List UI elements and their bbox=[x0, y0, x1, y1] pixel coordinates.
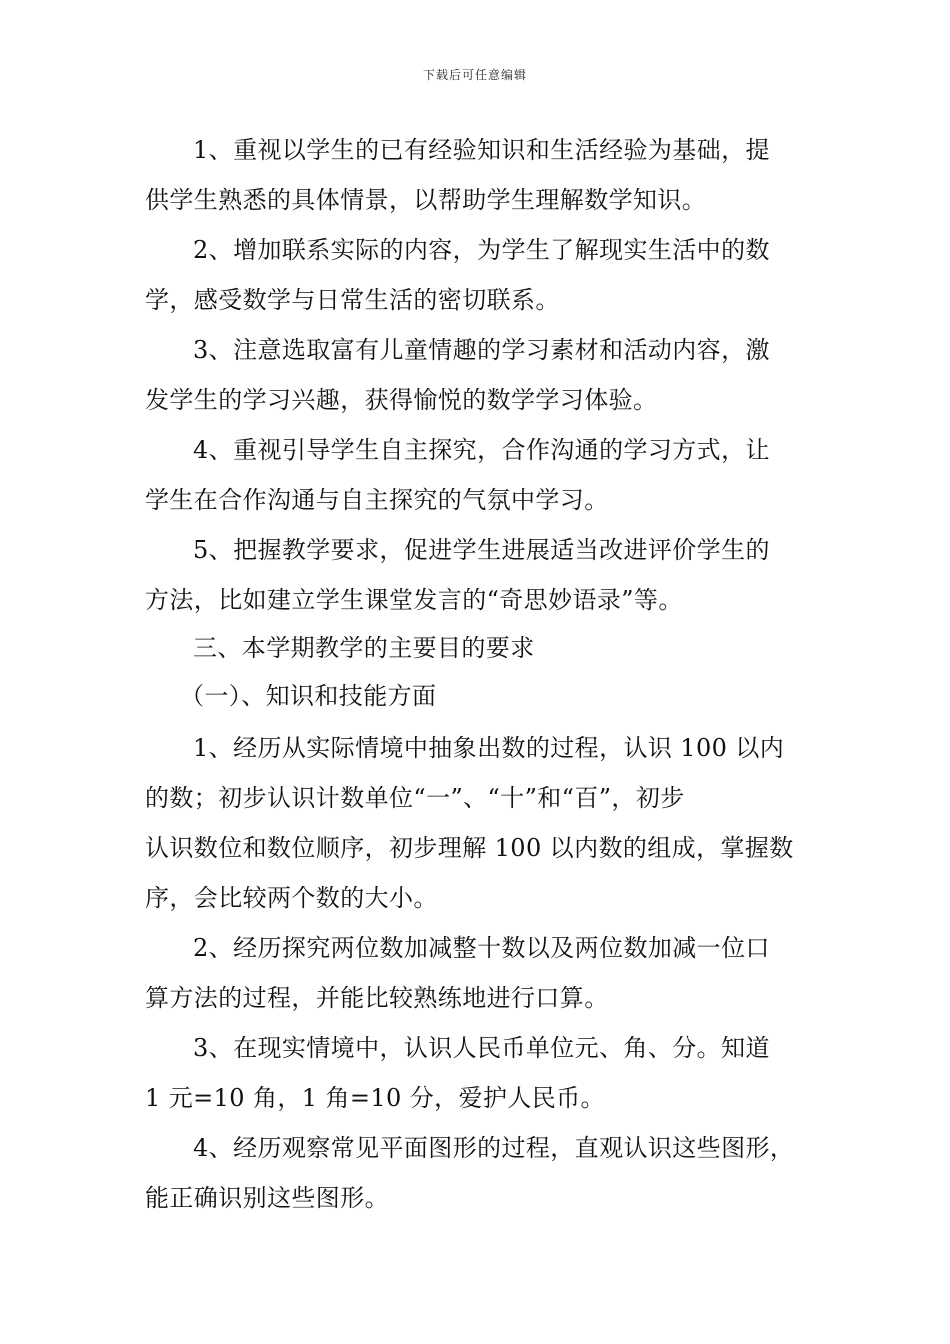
paragraph-line: 3、注意选取富有儿童情趣的学习素材和活动内容，激 bbox=[193, 336, 770, 364]
paragraph-line: 能正确识别这些图形。 bbox=[145, 1184, 389, 1212]
paragraph-line: 2、经历探究两位数加减整十数以及两位数加减一位口 bbox=[193, 934, 770, 962]
paragraph-line: 方法，比如建立学生课堂发言的“奇思妙语录”等。 bbox=[145, 586, 683, 614]
subsection-heading: （一）、知识和技能方面 bbox=[180, 682, 437, 710]
paragraph-line: 4、重视引导学生自主探究，合作沟通的学习方式，让 bbox=[193, 436, 770, 464]
section-heading: 三、本学期教学的主要目的要求 bbox=[193, 634, 535, 662]
paragraph-line: 序，会比较两个数的大小。 bbox=[145, 884, 438, 912]
paragraph-line: 学生在合作沟通与自主探究的气氛中学习。 bbox=[145, 486, 609, 514]
paragraph-line: 2、增加联系实际的内容，为学生了解现实生活中的数 bbox=[193, 236, 770, 264]
paragraph-line: 1 元=10 角，1 角=10 分，爱护人民币。 bbox=[145, 1084, 605, 1112]
paragraph-line: 算方法的过程，并能比较熟练地进行口算。 bbox=[145, 984, 609, 1012]
paragraph-line: 4、经历观察常见平面图形的过程，直观认识这些图形， bbox=[193, 1134, 795, 1162]
paragraph-line: 发学生的学习兴趣，获得愉悦的数学学习体验。 bbox=[145, 386, 658, 414]
paragraph-line: 5、把握教学要求，促进学生进展适当改进评价学生的 bbox=[193, 536, 770, 564]
paragraph-line: 的数；初步认识计数单位“一”、“十”和“百”，初步 bbox=[145, 784, 685, 812]
paragraph-line: 供学生熟悉的具体情景，以帮助学生理解数学知识。 bbox=[145, 186, 707, 214]
paragraph-line: 学，感受数学与日常生活的密切联系。 bbox=[145, 286, 560, 314]
paragraph-line: 1、重视以学生的已有经验知识和生活经验为基础，提 bbox=[193, 136, 770, 164]
paragraph-line: 认识数位和数位顺序，初步理解 100 以内数的组成，掌握数 bbox=[145, 834, 794, 862]
paragraph-line: 1、经历从实际情境中抽象出数的过程，认识 100 以内 bbox=[193, 734, 785, 762]
paragraph-line: 3、在现实情境中，认识人民币单位元、角、分。知道 bbox=[193, 1034, 770, 1062]
page-header: 下载后可任意编辑 bbox=[422, 68, 527, 82]
